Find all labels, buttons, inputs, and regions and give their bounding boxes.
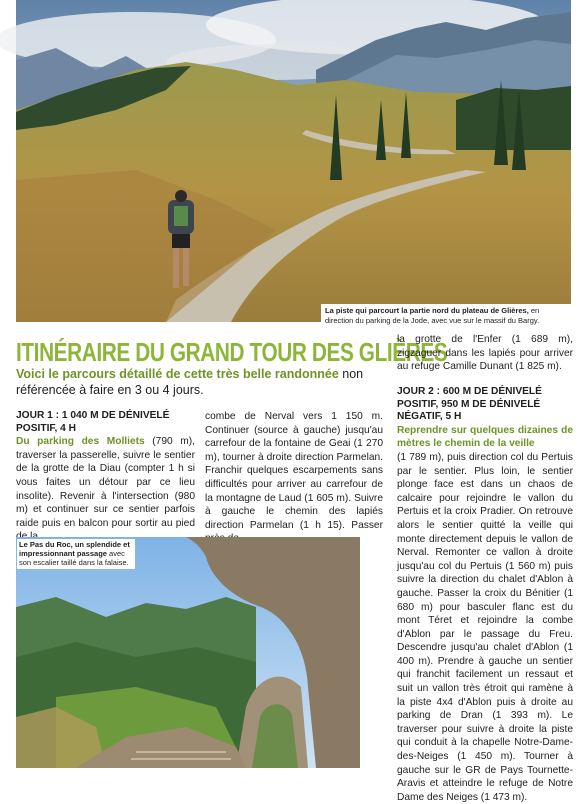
hero-landscape-illustration — [16, 0, 571, 322]
day2-start-label: Reprendre sur quelques dizaines de mètres le chemin de la veille — [397, 424, 573, 450]
lede-text: non référencée à faire en 3 ou 4 jours. — [16, 367, 364, 397]
pas-du-roc-caption — [17, 539, 135, 569]
hero-caption — [321, 304, 571, 325]
day1-title: JOUR 1 : 1 040 M DE DÉNIVELÉ POSITIF, 4 H — [16, 410, 170, 434]
article-lede — [16, 366, 396, 398]
column-1 — [16, 410, 195, 544]
column-3-day2 — [397, 386, 573, 804]
column-3-top — [397, 333, 573, 374]
article-headline: ITINÉRAIRE DU GRAND TOUR DES GLIÈRES — [16, 337, 448, 367]
arch-caption-text: avec son escalier taillé dans la falaise. — [19, 549, 129, 567]
arch-caption-bold: Le Pas du Roc, un splendide et impressionnant passage — [19, 540, 130, 558]
column-2 — [205, 410, 383, 546]
hero-caption-text: en direction du parking de la Jode, avec vue sur le massif du Bargy. — [325, 306, 540, 325]
day1-text-c: la grotte de l'Enfer (1 689 m), zigzaguer dans les lapiés pour arriver au refuge Camille Dunant (1 825 m). — [397, 334, 573, 373]
hero-caption-bold: La piste qui parcourt la partie nord du plateau de Glières, — [325, 306, 529, 315]
day1-text-b: combe de Nerval vers 1 150 m. Continuer (source à gauche) jusqu'au carrefour de la fontaine de Geai (1 270 m), tourner à droite direction Parmelan. Franchir quelques escarpements sans difficultés pour arriver au carrefour de la montagne de Laud (1 605 m). Suivre à gauche le chemin des lapiés direction Parmelan (1 h 15). Passer — [205, 411, 383, 531]
hero-photo — [16, 0, 571, 322]
rock-arch-illustration — [16, 537, 360, 768]
lede-highlight: Voici le parcours détaillé de cette très belle randonnée — [16, 367, 339, 381]
day2-title: JOUR 2 : 600 M DE DÉNIVELÉ POSITIF, 950 M DE DÉNIVELÉ NÉGATIF, 5 H — [397, 386, 542, 423]
day2-text: (1 789 m), puis direction col du Pertuis par le sentier. Plus loin, le sentier plonge face est dans un chaos de calcaire pour rejoindre le vallon du Pertuis et la croix Pradier. On retrouve alors le sentier quitté la veille qui monte directement depuis le vallon de Nerval. Remonter ce vallon à droite jusqu'au col du Pertuis (1 560 m) puis suivre la direction du chalet d'Ablon à gauche. Passer la croix du Bénitier (1 680 m) pour basculer flanc est du mont Téret et rejoindre la combe d'Ablon par le passage du Freu. Descendre jusqu'au chalet d'Ablon (1 400 m). Prendre à gauche un sentier qui franchit facilement un ressaut et suit un vallon très étroit qui ramène à la piste 4x4 d'Ablon puis à droite au parking de Dran (1 393 m). Le traverser pour suivre à droite la piste qui conduit à la chapelle Notre-Dame-des-Neiges (1 450 m). Tourner à gauche sur le GR de Pays Tournette-Aravis et atteindre le refuge de Notre Dame des Neiges (1 473 m). — [397, 451, 573, 803]
day1-start-label: Du parking des Molliets — [16, 436, 145, 448]
day1-text-a: (790 m), traverser la passerelle, suivre le sentier de la grotte de la Diau (compter 1 h si vous faites un détour par ce lieu insolite). Revenir à l'intersection (980 m) et continuer sur ce sentier parfois raide puis en balcon pour sortir au pied — [16, 436, 195, 529]
pas-du-roc-photo — [16, 537, 360, 768]
